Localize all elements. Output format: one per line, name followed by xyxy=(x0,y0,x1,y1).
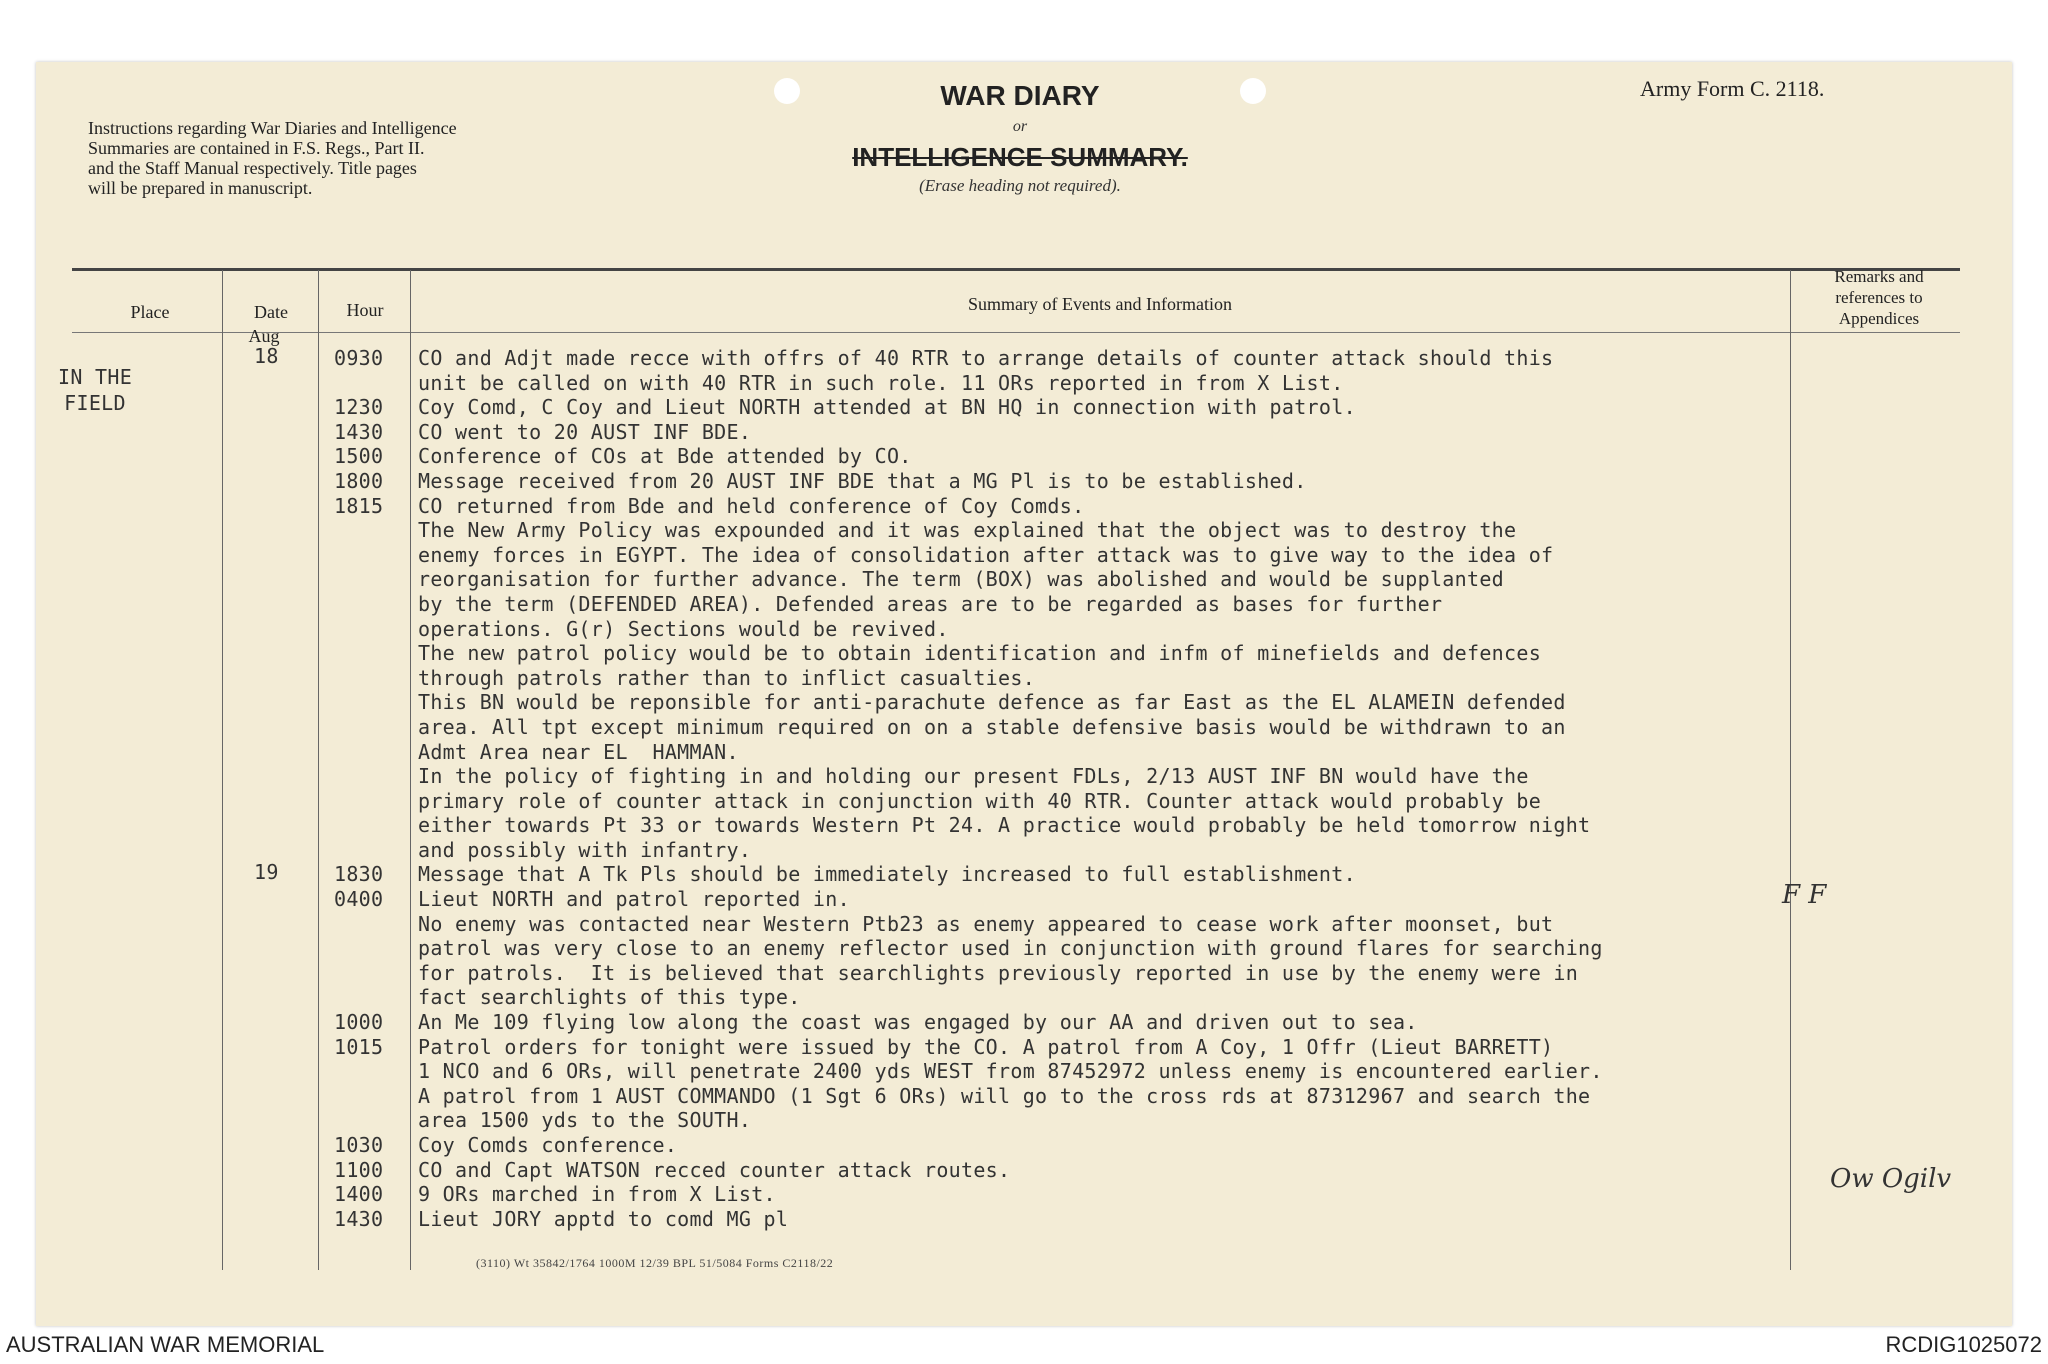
month-label: Aug xyxy=(248,326,280,346)
footer-id: RCDIG1025072 xyxy=(1885,1332,2042,1357)
punch-hole xyxy=(1240,78,1266,104)
army-form-number: Army Form C. 2118. xyxy=(1640,76,1825,101)
or-text: or xyxy=(1012,118,1028,135)
document-subtitle: INTELLIGENCE SUMMARY. xyxy=(852,142,1188,172)
date-column: 18 19 xyxy=(254,344,279,885)
place-text: IN THE FIELD xyxy=(58,365,133,415)
remarks-annotation: F F xyxy=(1782,880,1827,910)
erase-note: (Erase heading not required). xyxy=(919,176,1121,195)
document-title: WAR DIARY xyxy=(940,80,1100,111)
table-top-rule xyxy=(72,268,1960,271)
print-code-line: (3110) Wt 35842/1764 1000M 12/39 BPL 51/5084 Forms C2118/22 xyxy=(476,1256,834,1270)
header-bottom-rule xyxy=(72,332,1960,333)
column-divider xyxy=(222,270,223,1270)
column-divider xyxy=(1790,270,1791,1270)
footer-source: AUSTRALIAN WAR MEMORIAL xyxy=(6,1332,325,1357)
instructions-text: Instructions regarding War Diaries and Intelligence Summaries are contained in F.S. Regs., Part II. and the Staff Manual respectively. Title pages will be prepared in manuscript. xyxy=(88,118,457,198)
header-date: Date xyxy=(254,302,288,322)
header-remarks: Remarks and references to Appendices xyxy=(1834,267,1924,328)
punch-hole xyxy=(774,78,800,104)
column-divider xyxy=(318,270,319,1270)
summary-text: CO and Adjt made recce with offrs of 40 RTR to arrange details of counter attack should this unit be called on with 40 RTR in such role. 11 ORs reported in from X List. Coy Comd, C Coy and Lieut NORTH attended at BN HQ in connection with patrol. CO went to 20 AUST INF BDE. Conference of COs at Bde attended by CO. Message received from 20 AUST INF BDE that a MG Pl is to be established. CO returned from Bde and held conference of Coy Comds. The New Army Policy was expounded and it was explained that the object was to destroy the enemy forces in EGYPT. The idea of consolidation after attack was to give way to the idea of reorganisation for further advance. The term (BOX) was abolished and would be supplanted by the term (DEFENDED AREA). Defended areas are to be regarded as bases for further operations. G(r) Sections would be revived. The new patrol policy would be to obtain identification and infm of minefields and defences through patrols rather than to inflict casualties. This BN would be reponsible for anti-parachute defence as far East as the EL ALAMEIN defended area. All tpt except minimum required on on a stable defensive basis would be withdrawn to an Admt Area near EL HAMMAN. In the policy of fighting in and holding our present FDLs, 2/13 AUST INF BN would have the primary role of counter attack in conjunction with 40 RTR. Counter attack would probably be either towards Pt 33 or towards Western Pt 24. A practice would probably be held tomorrow night and possibly with infantry. Message that A Tk Pls should be immediately increased to full establishment. Lieut NORTH and patrol reported in. No enemy was contacted near Western Ptb23 as enemy appeared to cease work after moonset, but patrol was very close to an enemy reflector used in conjunction with ground flares for searching for patrols. It is believed that searchlights previously reported in use by the enemy were in fact searchlights of this type. An Me 109 flying low along the coast was engaged by our AA and driven out to sea. Patrol orders for tonight were issued by the CO. A patrol from A Coy, 1 Offr (Lieut BARRETT) 1 NCO and 6 ORs, will penetrate 2400 yds WEST from 87452972 unless enemy is encountered earlier. A patrol from 1 AUST COMMANDO (1 Sgt 6 ORs) will go to the cross rds at 87312967 and search the area 1500 yds to the SOUTH. Coy Comds conference. CO and Capt WATSON recced counter attack routes. 9 ORs marched in from X List. Lieut JORY apptd to comd MG pl xyxy=(418,346,1603,1231)
header-place: Place xyxy=(130,302,170,322)
header-hour: Hour xyxy=(346,300,384,320)
hour-column: 0930 1230 1430 1500 1800 1815 1830 0400 1000 1015 1030 1100 1400 1430 xyxy=(334,346,384,1231)
handwritten-signature: Ow Ogilv xyxy=(1830,1164,1952,1194)
column-divider xyxy=(410,270,411,1270)
header-summary: Summary of Events and Information xyxy=(968,294,1232,314)
